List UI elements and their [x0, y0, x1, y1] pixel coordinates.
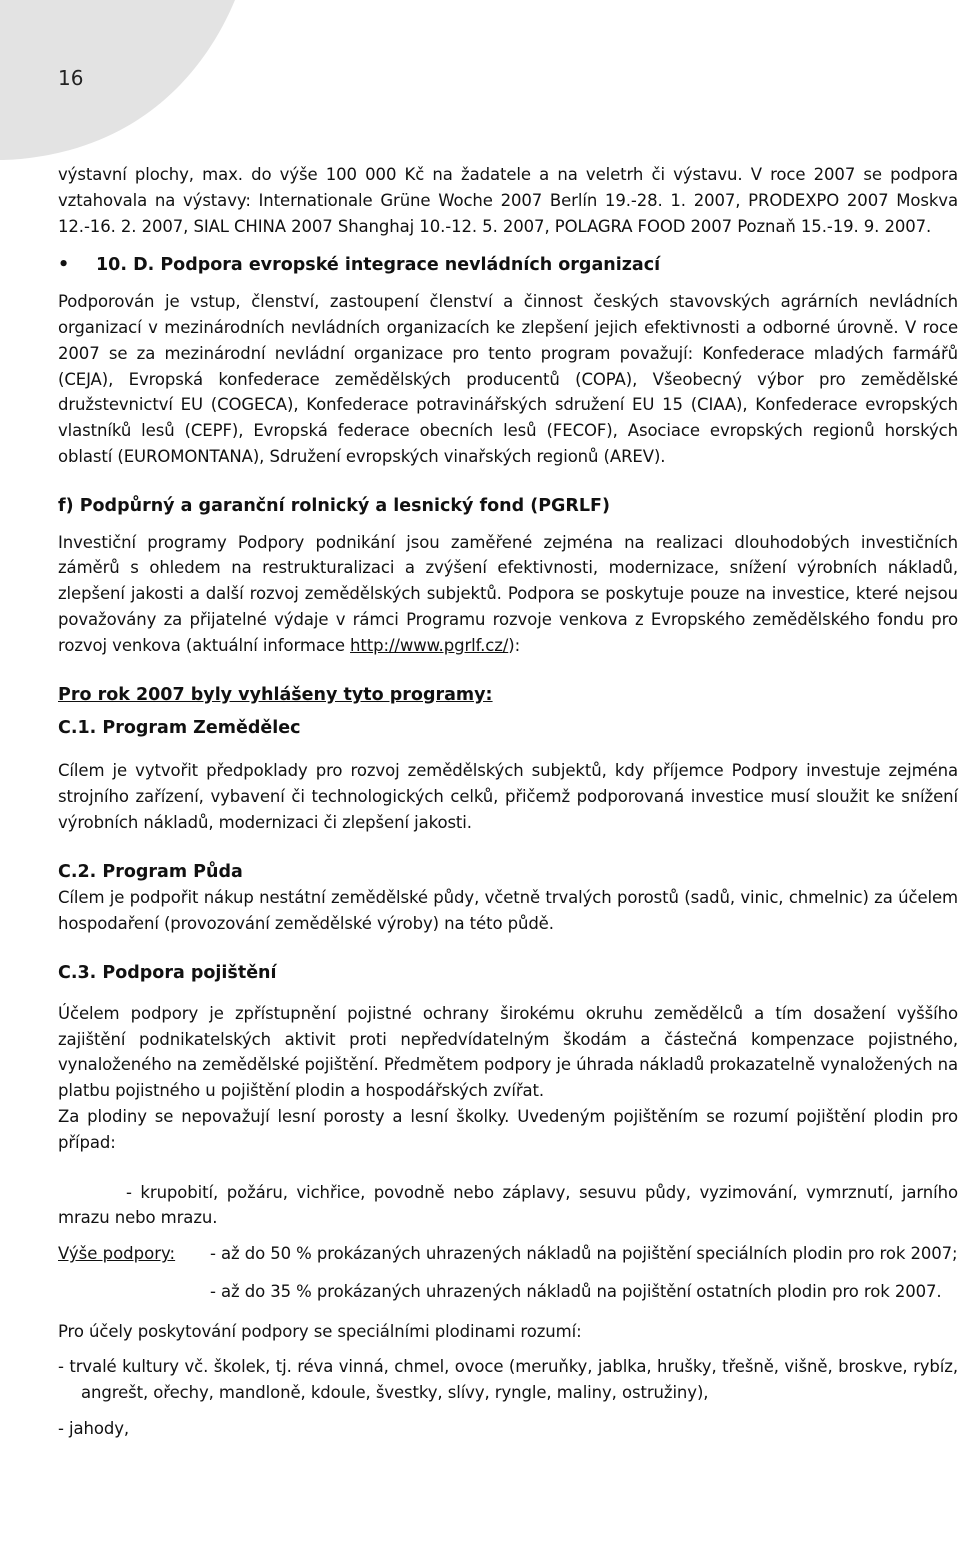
section-f-paragraph [58, 530, 958, 659]
c1-paragraph: Cílem je vytvořit předpoklady pro rozvoj zemědělských subjektů, kdy příjemce Podpory investuje zejména strojního zařízení, vybavení či technologických celků, přičemž podporovaná investice musí sloužit ke snížení výrobních nákladů, modernizaci či zlepšení jakosti. [58, 761, 958, 832]
pgrlf-link[interactable]: http://www.pgrlf.cz/ [350, 635, 509, 655]
page-number: 16 [58, 66, 84, 90]
support-row-2 [58, 1279, 958, 1305]
support-item-1: - až do 50 % prokázaných uhrazených nákladů na pojištění speciálních plodin pro rok 2007; [210, 1244, 958, 1264]
support-row [58, 1241, 958, 1267]
c2-paragraph: Cílem je podpořit nákup nestátní zemědělské půdy, včetně trvalých porostů (sadů, vinic, chmelnic) za účelem hospodaření (provozování zemědělské výroby) na této půdě. [58, 888, 958, 934]
section-10-heading [58, 253, 958, 279]
section-10-paragraph: Podporován je vstup, členství, zastoupení členství a činnost českých stavovských agrárních nevládních organizací v mezinárodních nevládních organizacích ke zlepšení jejich efektivnosti a odborné úrovně. V roce 2007 se za mezinárodní nevládní organizace pro tento program považují: Konfederace mladých farmářů (CEJA), Evropská konfederace zemědělských producentů (COPA), Všeobecný výbor pro zemědělské družstevnictví EU (COGECA), Konfederace potravinářských sdružení EU 15 (CIAA), Konfederace evropských vlastníků lesů (CEPF), Evropská federace obecních lesů (FECOF), Asociace evropských regionů horských oblastí (EUROMONTANA), Sdružení evropských vinařských regionů (AREV). [58, 292, 958, 466]
document-body [58, 162, 958, 1442]
programs-heading: Pro rok 2007 byly vyhlášeny tyto programy: [58, 684, 493, 705]
c1-heading: C.1. Program Zemědělec [58, 718, 301, 739]
section-f-heading: f) Podpůrný a garanční rolnický a lesnický fond (PGRLF) [58, 495, 610, 516]
crop-item-2: - jahody, [58, 1419, 130, 1439]
intro-paragraph: výstavní plochy, max. do výše 100 000 Kč na žadatele a na veletrh či výstavu. V roce 2007 se podpora vztahovala na výstavy: Internationale Grüne Woche 2007 Berlín 19.-28. 1. 2007, PRODEXPO 2007 Moskva 12.-16. 2. 2007, SIAL CHINA 2007 Shanghaj 10.-12. 5. 2007, POLAGRA FOOD 2007 Poznaň 15.-19. 9. 2007. [58, 165, 958, 236]
c3-paragraph-1: Účelem podpory je zpřístupnění pojistné ochrany širokému okruhu zemědělců a tím dosažení vyššího zajištění podnikatelských aktivit proti nepředvídatelným škodám a částečná kompenzace pojistného, vynaloženého na zemědělské pojištění. Předmětem podpory je úhrada nákladů prokazatelně vynaložených na platbu pojistného u pojištění plodin a hospodářských zvířat. [58, 1003, 958, 1101]
section-f-text: Investiční programy Podpory podnikání jsou zaměřené zejména na realizaci dlouhodobých investičních záměrů s ohledem na restrukturalizaci a zvýšení efektivnosti, modernizace, snížení výrobních nákladů, zlepšení jakosti a další rozvoj zemědělských subjektů. Podpora se poskytuje pouze na investice, které nejsou považovány za přijatelné výdaje v rámci Programu rozvoje venkova z Evropského zemědělského fondu pro rozvoj venkova (aktuální informace [58, 532, 958, 655]
section-f-end: ): [508, 635, 521, 655]
c3-heading: C.3. Podpora pojištění [58, 962, 277, 983]
c3-risk-item: - krupobití, požáru, vichřice, povodně nebo záplavy, sesuvu půdy, vyzimování, vymrznutí, jarního mrazu nebo mrazu. [58, 1182, 958, 1228]
crop-item-1: - trvalé kultury vč. školek, tj. réva vinná, chmel, ovoce (meruňky, jablka, hrušky, třešně, višně, broskve, rybíz, angrešt, ořechy, mandloně, kdoule, švestky, slívy, ryngle, maliny, ostružiny), [58, 1357, 958, 1403]
corner-leaf-decoration [0, 0, 240, 160]
c2-heading: C.2. Program Půda [58, 861, 243, 882]
support-item-2: - až do 35 % prokázaných uhrazených nákladů na pojištění ostatních plodin pro rok 2007. [210, 1281, 942, 1301]
special-crops-intro: Pro účely poskytování podpory se speciálními plodinami rozumí: [58, 1321, 582, 1341]
c3-paragraph-2: Za plodiny se nepovažují lesní porosty a lesní školky. Uvedeným pojištěním se rozumí pojištění plodin pro případ: [58, 1106, 958, 1152]
support-label: Výše podpory: [58, 1244, 176, 1264]
section-10-heading-text: 10. D. Podpora evropské integrace nevládních organizací [96, 255, 661, 276]
bullet-icon: • [58, 255, 70, 276]
